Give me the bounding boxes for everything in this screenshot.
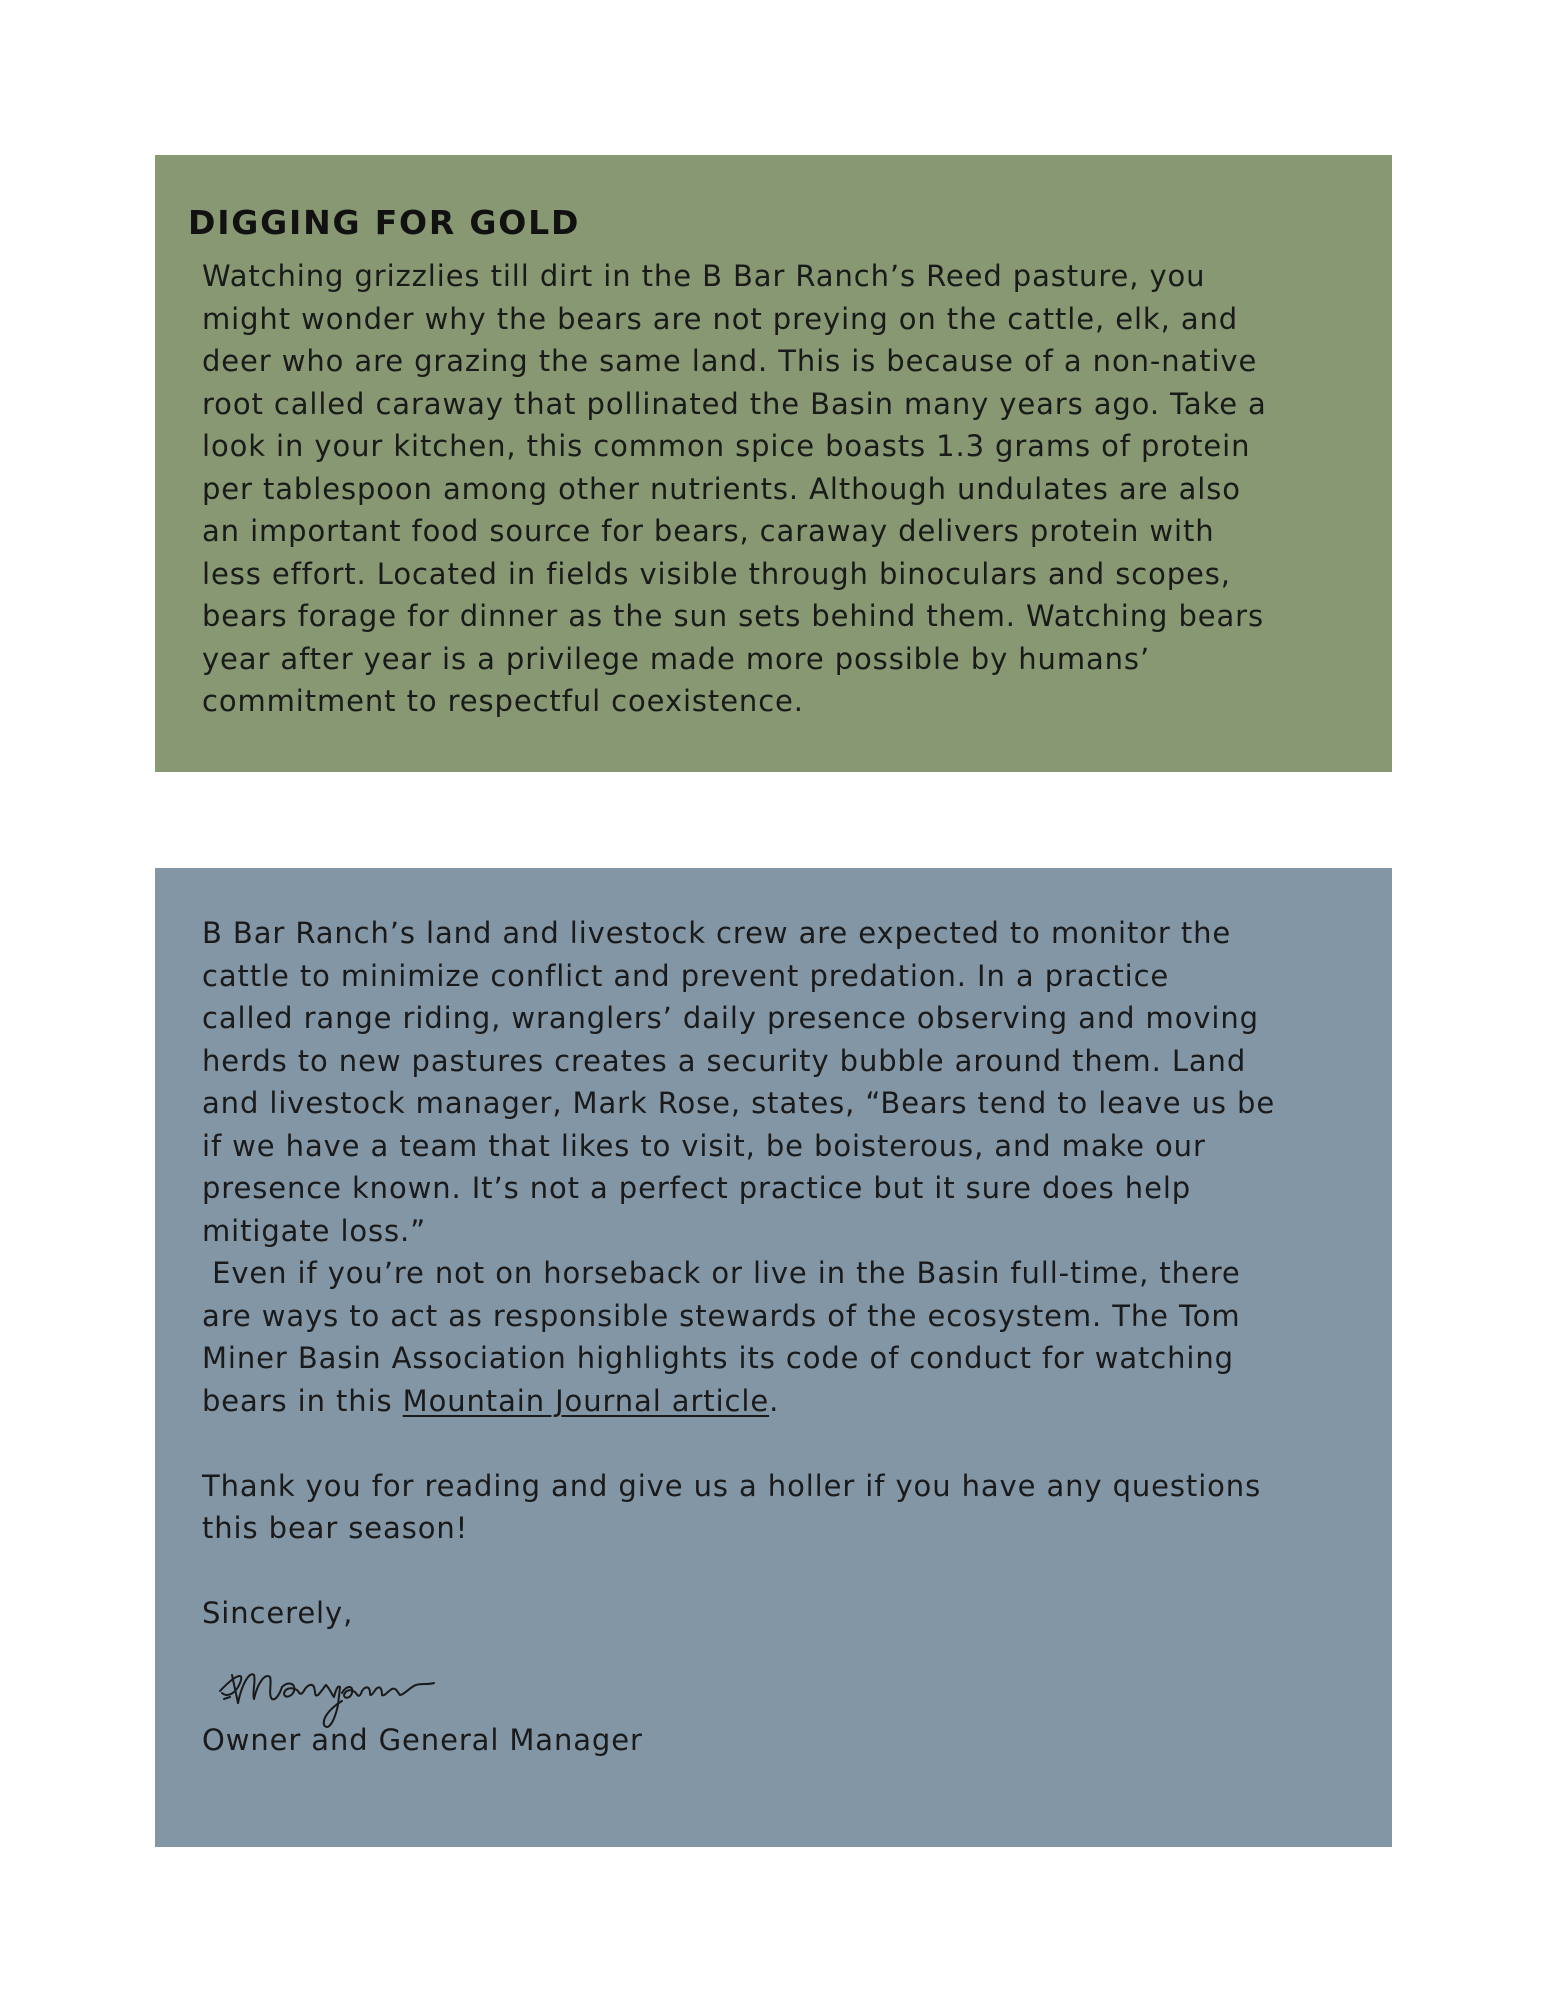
digging-for-gold-panel — [155, 155, 1392, 772]
mountain-journal-article-link[interactable]: Mountain Journal article — [402, 1383, 770, 1418]
link-suffix: . — [769, 1383, 780, 1418]
signer-title: Owner and General Manager — [202, 1723, 643, 1757]
paragraph-line: commitment to respectful coexistence. — [202, 684, 804, 718]
paragraph-line: less effort. Located in fields visible through binoculars and scopes, — [202, 556, 1231, 591]
paragraph-line: Miner Basin Association highlights its code of conduct for watching — [202, 1341, 1234, 1375]
paragraph-line: year after year is a privilege made more possible by humans’ — [202, 641, 1151, 676]
link-prefix: bears in this — [202, 1383, 403, 1418]
paragraph-line: an important food source for bears, caraway delivers protein with — [202, 514, 1215, 548]
paragraph-line: per tablespoon among other nutrients. Although undulates are also — [202, 471, 1241, 506]
paragraph-line: and livestock manager, Mark Rose, states, “Bears tend to leave us be — [202, 1086, 1276, 1120]
paragraph-line: might wonder why the bears are not preying on the cattle, elk, and — [202, 301, 1239, 336]
paragraph-line: look in your kitchen, this common spice boasts 1.3 grams of protein — [202, 429, 1251, 463]
thanks-line: this bear season! — [202, 1511, 469, 1545]
paragraph-line-with-link — [202, 1380, 1275, 1423]
paragraph-line: Watching grizzlies till dirt in the B Bar Ranch’s Reed pasture, you — [202, 259, 1206, 293]
paragraph-line: are ways to act as responsible stewards of the ecosystem. The Tom — [202, 1298, 1241, 1333]
digging-for-gold-paragraph — [202, 255, 1267, 723]
range-riding-paragraph — [202, 912, 1275, 1635]
blank-line — [202, 1422, 1275, 1465]
thanks-line: Thank you for reading and give us a holler if you have any questions — [202, 1468, 1262, 1503]
section-heading: DIGGING FOR GOLD — [188, 203, 581, 242]
paragraph-line: B Bar Ranch’s land and livestock crew are expected to monitor the — [202, 916, 1232, 950]
range-riding-panel — [155, 868, 1392, 1847]
blank-line — [202, 1550, 1275, 1593]
paragraph-line: presence known. It’s not a perfect practice but it sure does help — [202, 1171, 1192, 1205]
paragraph-line: bears forage for dinner as the sun sets behind them. Watching bears — [202, 599, 1265, 633]
paragraph-line: herds to new pastures creates a security bubble around them. Land — [202, 1043, 1247, 1078]
paragraph-line: called range riding, wranglers’ daily presence observing and moving — [202, 1001, 1259, 1035]
paragraph-line: mitigate loss.” — [202, 1213, 427, 1248]
paragraph-line: deer who are grazing the same land. This is because of a non-native — [202, 344, 1258, 378]
paragraph-line: if we have a team that likes to visit, be boisterous, and make our — [202, 1128, 1206, 1163]
paragraph-line: root called caraway that pollinated the Basin many years ago. Take a — [202, 386, 1267, 421]
paragraph-line: Even if you’re not on horseback or live in the Basin full-time, there — [202, 1256, 1241, 1290]
closing-salutation: Sincerely, — [202, 1596, 354, 1630]
paragraph-line: cattle to minimize conflict and prevent predation. In a practice — [202, 958, 1170, 993]
